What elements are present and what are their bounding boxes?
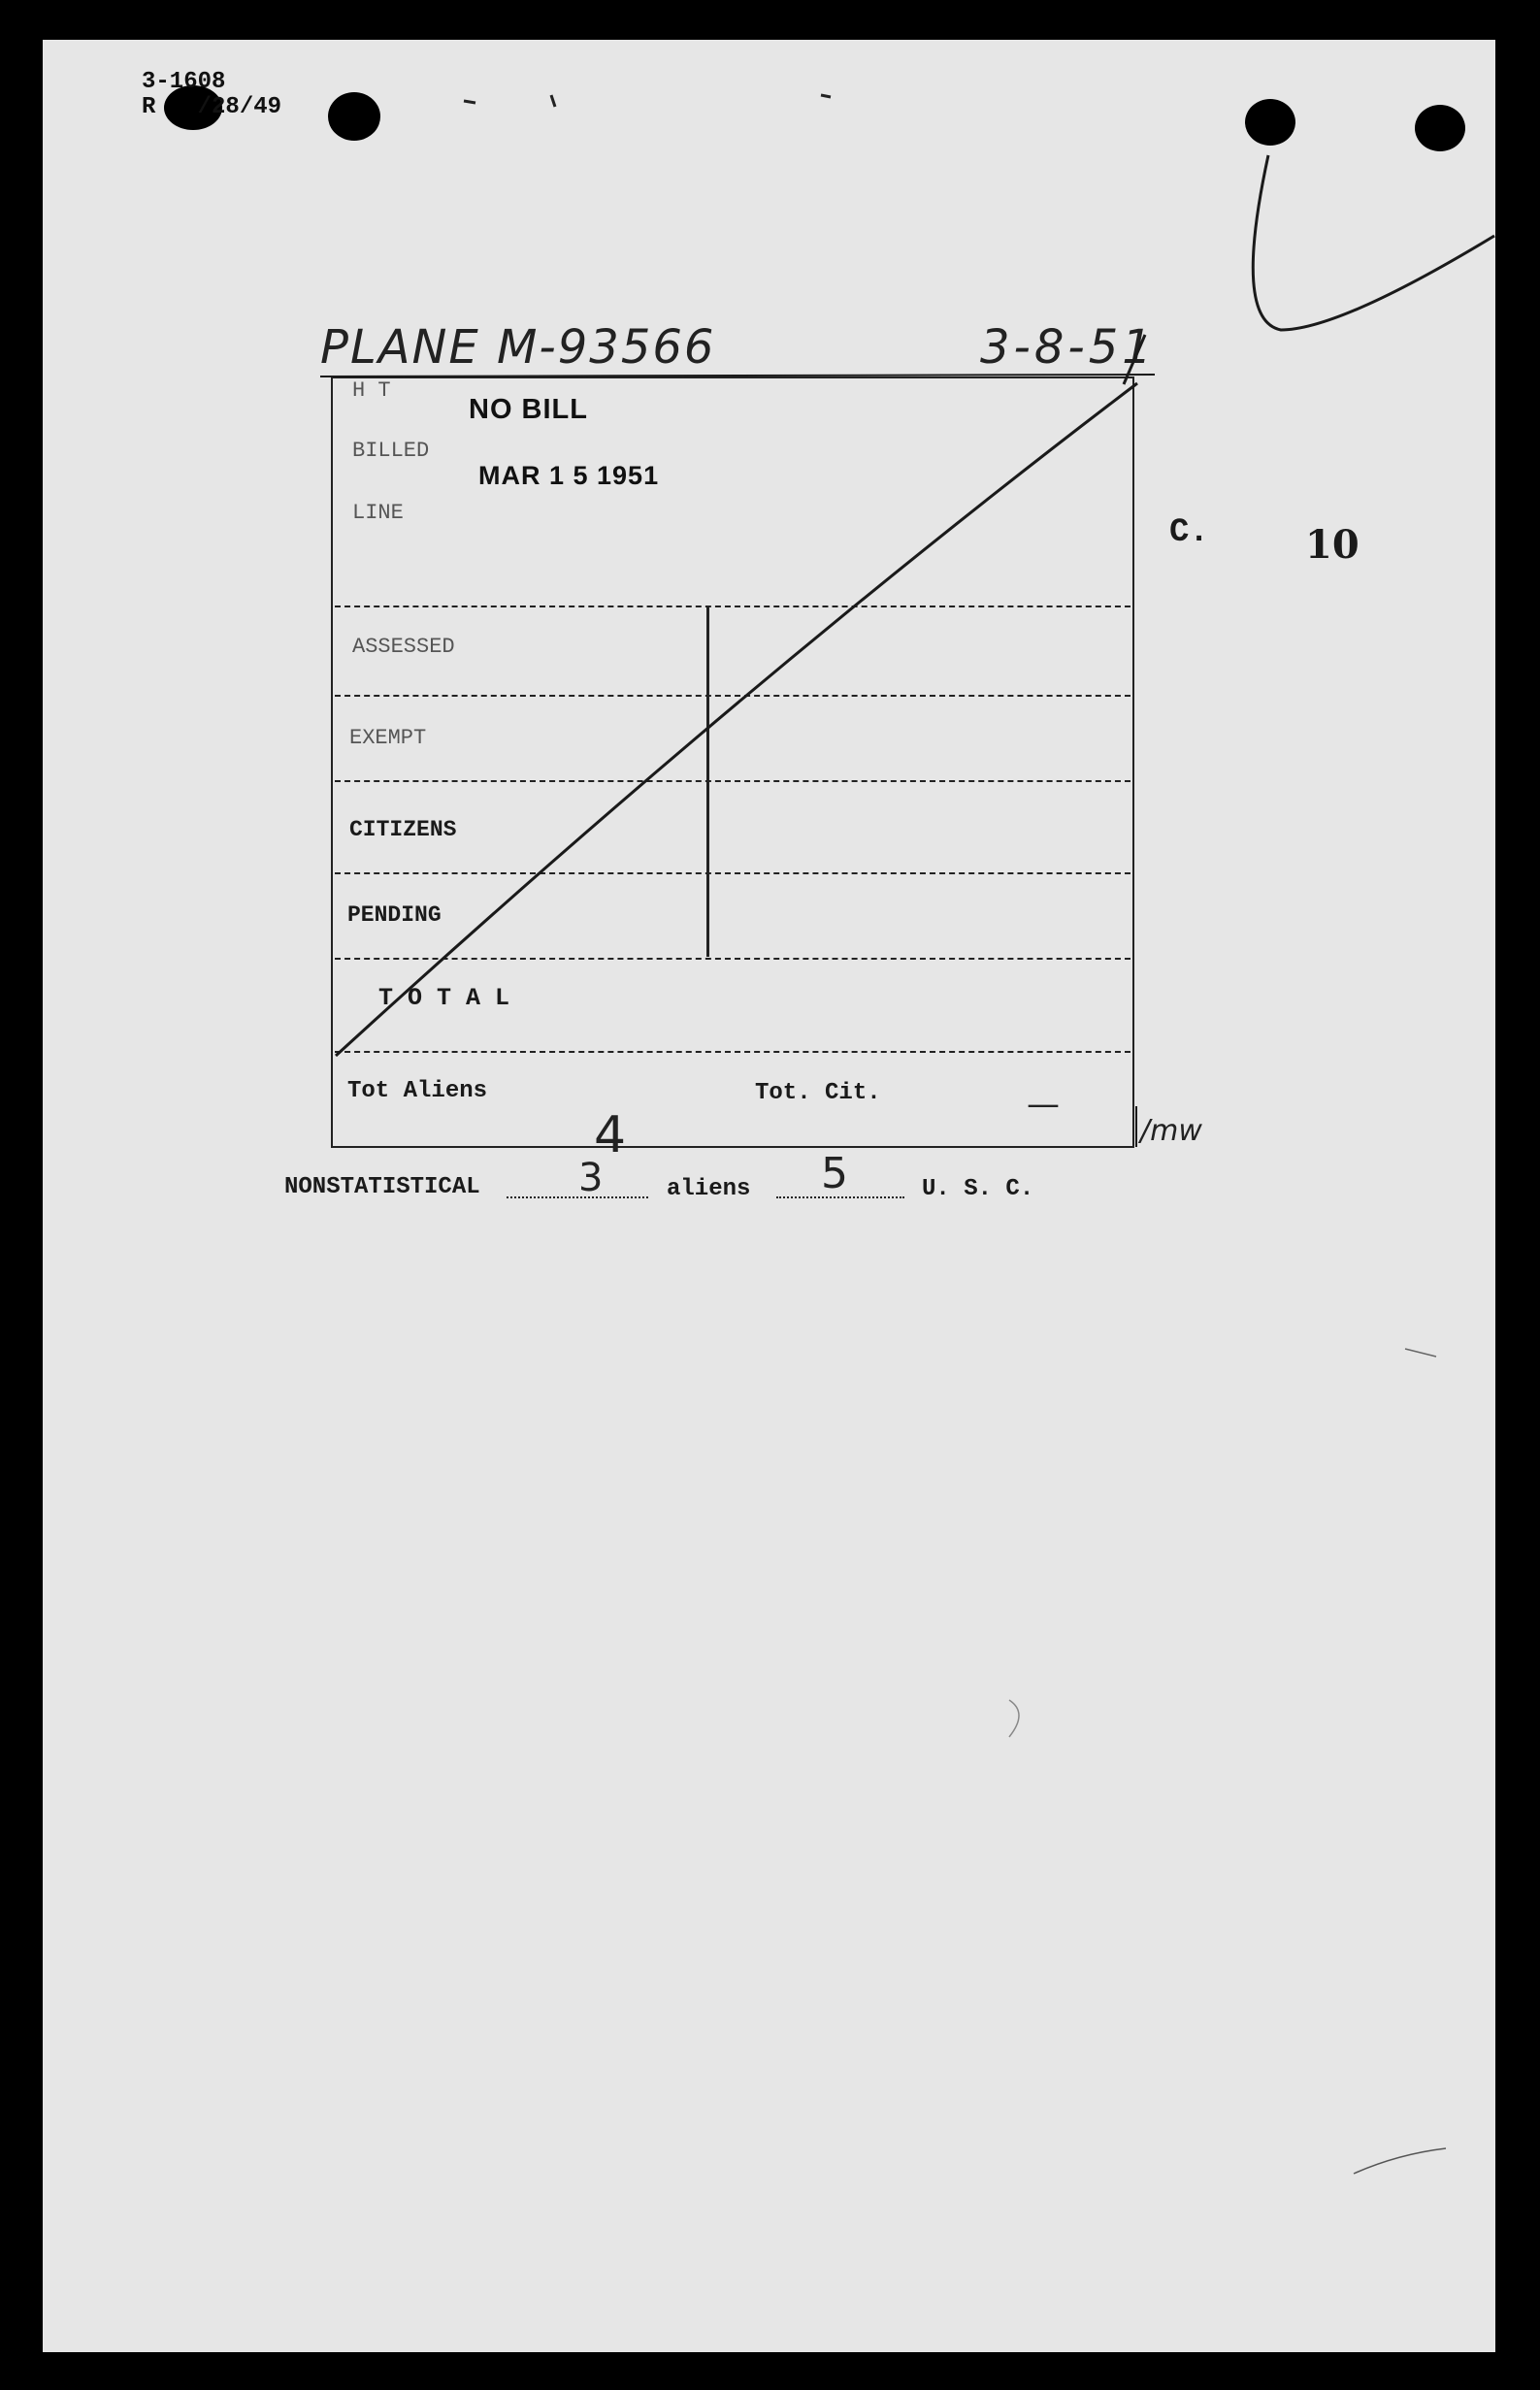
usc-label: U. S. C.	[922, 1176, 1034, 1202]
tot-cit-dash: —	[1027, 1085, 1060, 1124]
line-label: LINE	[352, 501, 404, 525]
assessed-label: ASSESSED	[352, 635, 455, 659]
billed-label: BILLED	[352, 439, 430, 463]
pending-label: PENDING	[347, 902, 442, 928]
header-underline	[320, 375, 1155, 377]
handwritten-date: 3-8-51	[980, 320, 1156, 375]
tot-aliens-label: Tot Aliens	[347, 1078, 488, 1104]
form-revision-line: R /28/49	[142, 94, 282, 120]
stray-mark-3	[821, 95, 831, 97]
plane-label: PLANE M-93566	[320, 320, 716, 375]
date-stamp: MAR 1 5 1951	[478, 461, 660, 490]
nonstatistical-label: NONSTATISTICAL	[284, 1174, 480, 1200]
initials: /mw	[1140, 1114, 1202, 1148]
usc-count: 5	[821, 1149, 848, 1198]
total-label: T O T A L	[378, 984, 510, 1012]
tot-cit-label: Tot. Cit.	[755, 1080, 881, 1106]
stray-mark-2	[551, 95, 555, 107]
stray-mark-4	[1354, 2148, 1446, 2174]
stray-mark-5	[1009, 1700, 1019, 1737]
stray-mark-1	[464, 101, 475, 103]
ht-label: H T	[352, 378, 391, 403]
date-slash	[1124, 335, 1145, 384]
exempt-label: EXEMPT	[349, 726, 427, 750]
corner-number: 10	[1305, 522, 1360, 568]
form-number-line1: 3-1608	[142, 69, 226, 95]
stray-mark-6	[1405, 1349, 1436, 1357]
aliens-count: 3	[578, 1156, 604, 1200]
corner-curve	[1253, 155, 1494, 330]
no-bill-stamp: NO BILL	[469, 394, 588, 425]
aliens-count-correction: 4	[594, 1106, 627, 1164]
cancel-diagonal-line	[336, 383, 1137, 1056]
aliens-label: aliens	[667, 1176, 751, 1202]
citizens-label: CITIZENS	[349, 817, 457, 842]
corner-mark: C.	[1169, 514, 1209, 551]
